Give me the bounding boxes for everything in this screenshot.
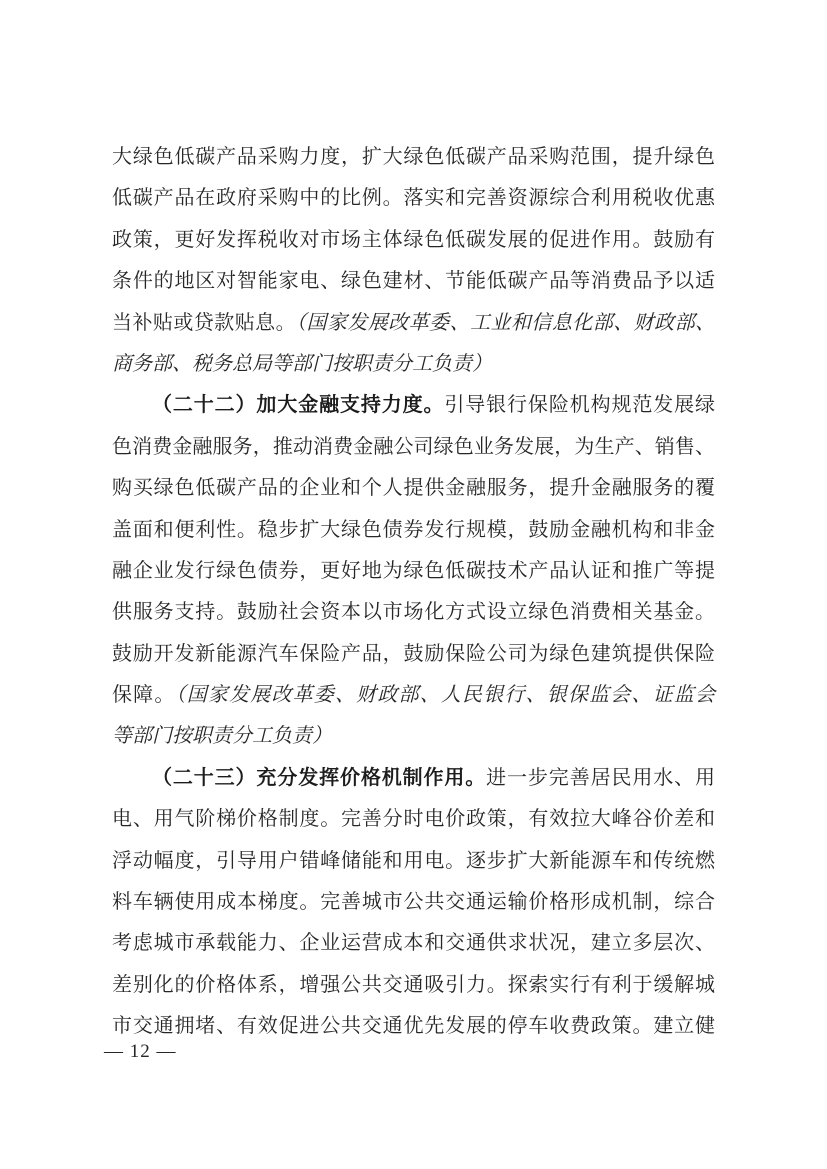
text-segment: （国家发展改革委、工业和信息化部、财政部、 bbox=[296, 311, 716, 334]
text-line bbox=[112, 592, 715, 633]
section-heading: （二十二）加大金融支持力度。 bbox=[152, 394, 445, 417]
text-segment: 购买绿色低碳产品的企业和个人提供金融服务，提升金融服务的覆 bbox=[112, 477, 715, 500]
text-line bbox=[112, 551, 715, 592]
text-line bbox=[112, 716, 715, 757]
text-line bbox=[112, 758, 715, 799]
text-line bbox=[112, 427, 715, 468]
text-segment: 差别化的价格体系，增强公共交通吸引力。探索实行有利于缓解城 bbox=[112, 973, 715, 996]
text-line bbox=[112, 468, 715, 509]
text-segment: 鼓励开发新能源汽车保险产品，鼓励保险公司为绿色建筑提供保险 bbox=[112, 642, 715, 665]
text-segment: （国家发展改革委、财政部、人民银行、银保监会、证监会 bbox=[175, 684, 716, 707]
text-segment: 引导银行保险机构规范发展绿 bbox=[444, 394, 716, 417]
text-segment: 供服务支持。鼓励社会资本以市场化方式设立绿色消费相关基金。 bbox=[112, 601, 715, 624]
text-segment: 色消费金融服务，推动消费金融公司绿色业务发展，为生产、销售、 bbox=[112, 435, 715, 458]
text-segment: 盖面和便利性。稳步扩大绿色债券发行规模，鼓励金融机构和非金 bbox=[112, 518, 715, 541]
text-segment: 进一步完善居民用水、用 bbox=[486, 766, 716, 789]
text-segment: 电、用气阶梯价格制度。完善分时电价政策，有效拉大峰谷价差和 bbox=[112, 808, 715, 831]
text-line bbox=[112, 675, 715, 716]
section-heading: （二十三）充分发挥价格机制作用。 bbox=[152, 766, 487, 789]
text-segment: 考虑城市承载能力、企业运营成本和交通供求状况，建立多层次、 bbox=[112, 932, 715, 955]
text-line bbox=[112, 841, 715, 882]
text-segment: 融企业发行绿色债券，更好地为绿色低碳技术产品认证和推广等提 bbox=[112, 559, 715, 582]
text-segment: 低碳产品在政府采购中的比例。落实和完善资源综合利用税收优惠 bbox=[112, 187, 715, 210]
text-line bbox=[112, 344, 715, 385]
text-line bbox=[112, 799, 715, 840]
document-lines bbox=[112, 137, 715, 1048]
text-segment: 料车辆使用成本梯度。完善城市公共交通运输价格形成机制，综合 bbox=[112, 891, 715, 914]
text-line bbox=[112, 510, 715, 551]
text-segment: 保障。 bbox=[112, 684, 176, 707]
text-segment: 浮动幅度，引导用户错峰储能和用电。逐步扩大新能源车和传统燃 bbox=[112, 849, 715, 872]
text-segment: 市交通拥堵、有效促进公共交通优先发展的停车收费政策。建立健 bbox=[112, 1015, 715, 1038]
text-line bbox=[112, 965, 715, 1006]
text-line bbox=[112, 385, 715, 426]
page-number: — 12 — bbox=[104, 1041, 177, 1062]
text-line bbox=[112, 634, 715, 675]
text-line bbox=[112, 923, 715, 964]
text-line bbox=[112, 882, 715, 923]
text-line bbox=[112, 1006, 715, 1047]
text-segment: 条件的地区对智能家电、绿色建材、节能低碳产品等消费品予以适 bbox=[112, 270, 715, 293]
text-segment: 大绿色低碳产品采购力度，扩大绿色低碳产品采购范围，提升绿色 bbox=[112, 146, 715, 168]
text-segment: 等部门按职责分工负责） bbox=[112, 725, 332, 748]
text-segment: 当补贴或贷款贴息。 bbox=[112, 311, 297, 334]
text-line bbox=[112, 137, 715, 178]
text-segment: 商务部、税务总局等部门按职责分工负责） bbox=[112, 352, 492, 375]
text-line bbox=[112, 220, 715, 261]
text-line bbox=[112, 178, 715, 219]
text-line bbox=[112, 303, 715, 344]
text-segment: 政策，更好发挥税收对市场主体绿色低碳发展的促进作用。鼓励有 bbox=[112, 228, 715, 251]
text-line bbox=[112, 261, 715, 302]
